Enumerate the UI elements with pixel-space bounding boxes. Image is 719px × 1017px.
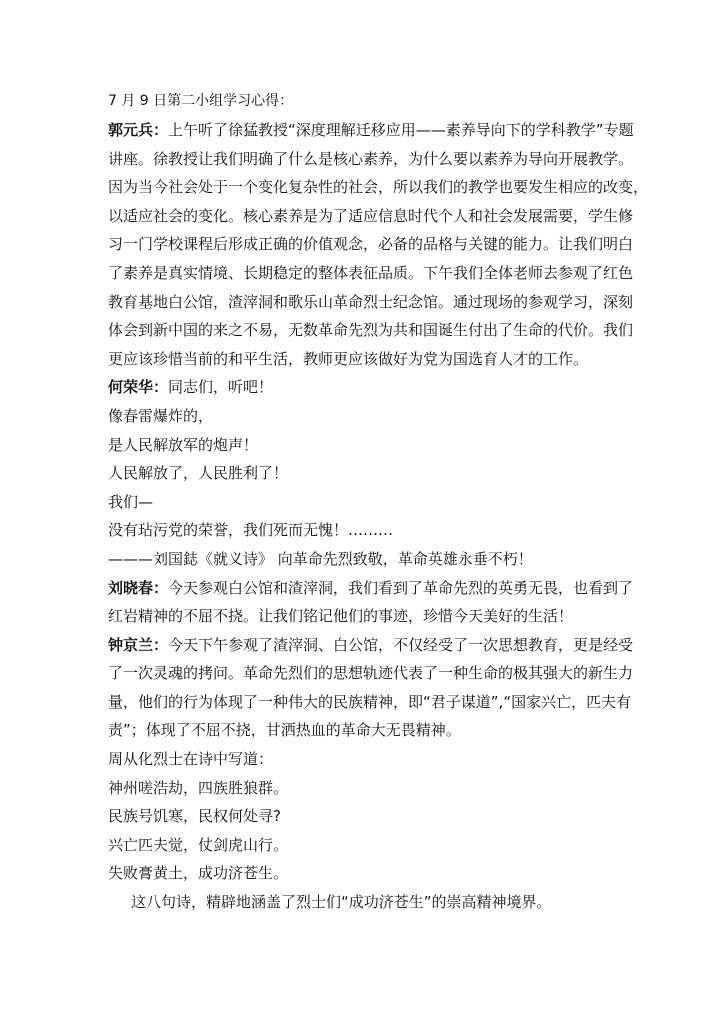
speaker-name: 何荣华: [108, 378, 154, 397]
paragraph-4-line: 量，他们的行为体现了一种伟大的民族精神，即“君子谋道”,“国家兴亡，匹夫有: [108, 692, 632, 711]
speaker-separator: ：: [153, 578, 169, 597]
document-body: [108, 88, 649, 917]
paragraph-text: 今天下午参观了渣滓洞、白公馆，不仅经受了一次思想教育，更是经受: [168, 635, 634, 654]
paragraph-1-line: 习一门学校课程后形成正确的价值观念，必备的品格与关键的能力。让我们明白: [108, 235, 634, 254]
paragraph-1-line: 讲座。徐教授让我们明确了什么是核心素养，为什么要以素养为导向开展教学。: [108, 149, 634, 168]
paragraph-1-line: 以适应社会的变化。核心素养是为了适应信息时代个人和社会发展需要，学生修: [108, 206, 634, 225]
poem-line: 兴亡匹夫觉，仗剑虎山行。: [108, 835, 289, 854]
speaker-separator: ：: [153, 378, 169, 397]
paragraph-4-line: 责”；体现了不屈不挠，甘洒热血的革命大无畏精神。: [108, 721, 461, 740]
poem-line: 人民解放了，人民胜利了！: [108, 464, 289, 483]
paragraph-1-line: 教育基地白公馆，渣滓洞和歌乐山革命烈士纪念馆。通过现场的参观学习，深刻: [108, 292, 634, 311]
paragraph-1-line: 更应该珍惜当前的和平生活，教师更应该做好为党为国选育人才的工作。: [108, 349, 589, 368]
document-heading: 7 月 9 日第二小组学习心得：: [108, 93, 294, 109]
paragraph-text: 今天参观白公馆和渣滓洞，我们看到了革命先烈的英勇无畏，也看到了: [168, 578, 634, 597]
speaker-separator: ：: [153, 121, 169, 139]
paragraph-text: 上午听了徐猛教授“深度理解迁移应用——素养导向下的学科教学”专题: [168, 121, 634, 139]
paragraph-4-line: 周从化烈士在诗中写道：: [108, 750, 274, 769]
poem-line: 我们—: [108, 492, 154, 511]
poem-line: 神州嗟浩劫，四族胜狼群。: [108, 778, 289, 797]
paragraph-3-line: 红岩精神的不屈不挠。让我们铭记他们的事迹，珍惜今天美好的生活！: [108, 607, 574, 626]
poem-line: 是人民解放军的炮声！: [108, 435, 259, 454]
poem-line: 失败膏黄土，成功济苍生。: [108, 864, 289, 883]
poem-attribution: ———刘国鋕《就义诗》 向革命先烈致敬，革命英雄永垂不朽！: [108, 549, 533, 568]
closing-sentence: 这八句诗，精辟地涵盖了烈士们“成功济苍生”的崇高精神境界。: [131, 893, 552, 912]
poem-line: 没有玷污党的荣誉，我们死而无愧！………: [108, 521, 394, 540]
paragraph-4-line: 了一次灵魂的拷问。革命先烈们的思想轨迹代表了一种生命的极其强大的新生力: [108, 664, 634, 683]
poem-line: 像春雷爆炸的，: [108, 406, 214, 425]
paragraph-1-line: 了素养是真实情境、长期稳定的整体表征品质。下午我们全体老师去参观了红色: [108, 263, 634, 282]
poem-line: 民族号饥寒，民权何处寻?: [108, 807, 281, 826]
paragraph-text: 同志们，听吧！: [168, 378, 274, 397]
paragraph-3-line-1: [108, 574, 634, 603]
paragraph-1-line-1: [108, 116, 634, 145]
speaker-name: 郭元兵: [108, 121, 154, 139]
speaker-name: 钟京兰: [108, 635, 154, 654]
paragraph-4-line-1: [108, 631, 634, 660]
speaker-separator: ：: [153, 635, 169, 654]
paragraph-1-line: 因为当今社会处于一个变化复杂性的社会，所以我们的教学也要发生相应的改变，: [108, 178, 649, 197]
paragraph-2-line-1: [108, 373, 618, 402]
paragraph-1-line: 体会到新中国的来之不易，无数革命先烈为共和国诞生付出了生命的代价。我们: [108, 321, 634, 340]
speaker-name: 刘晓春: [108, 578, 154, 597]
